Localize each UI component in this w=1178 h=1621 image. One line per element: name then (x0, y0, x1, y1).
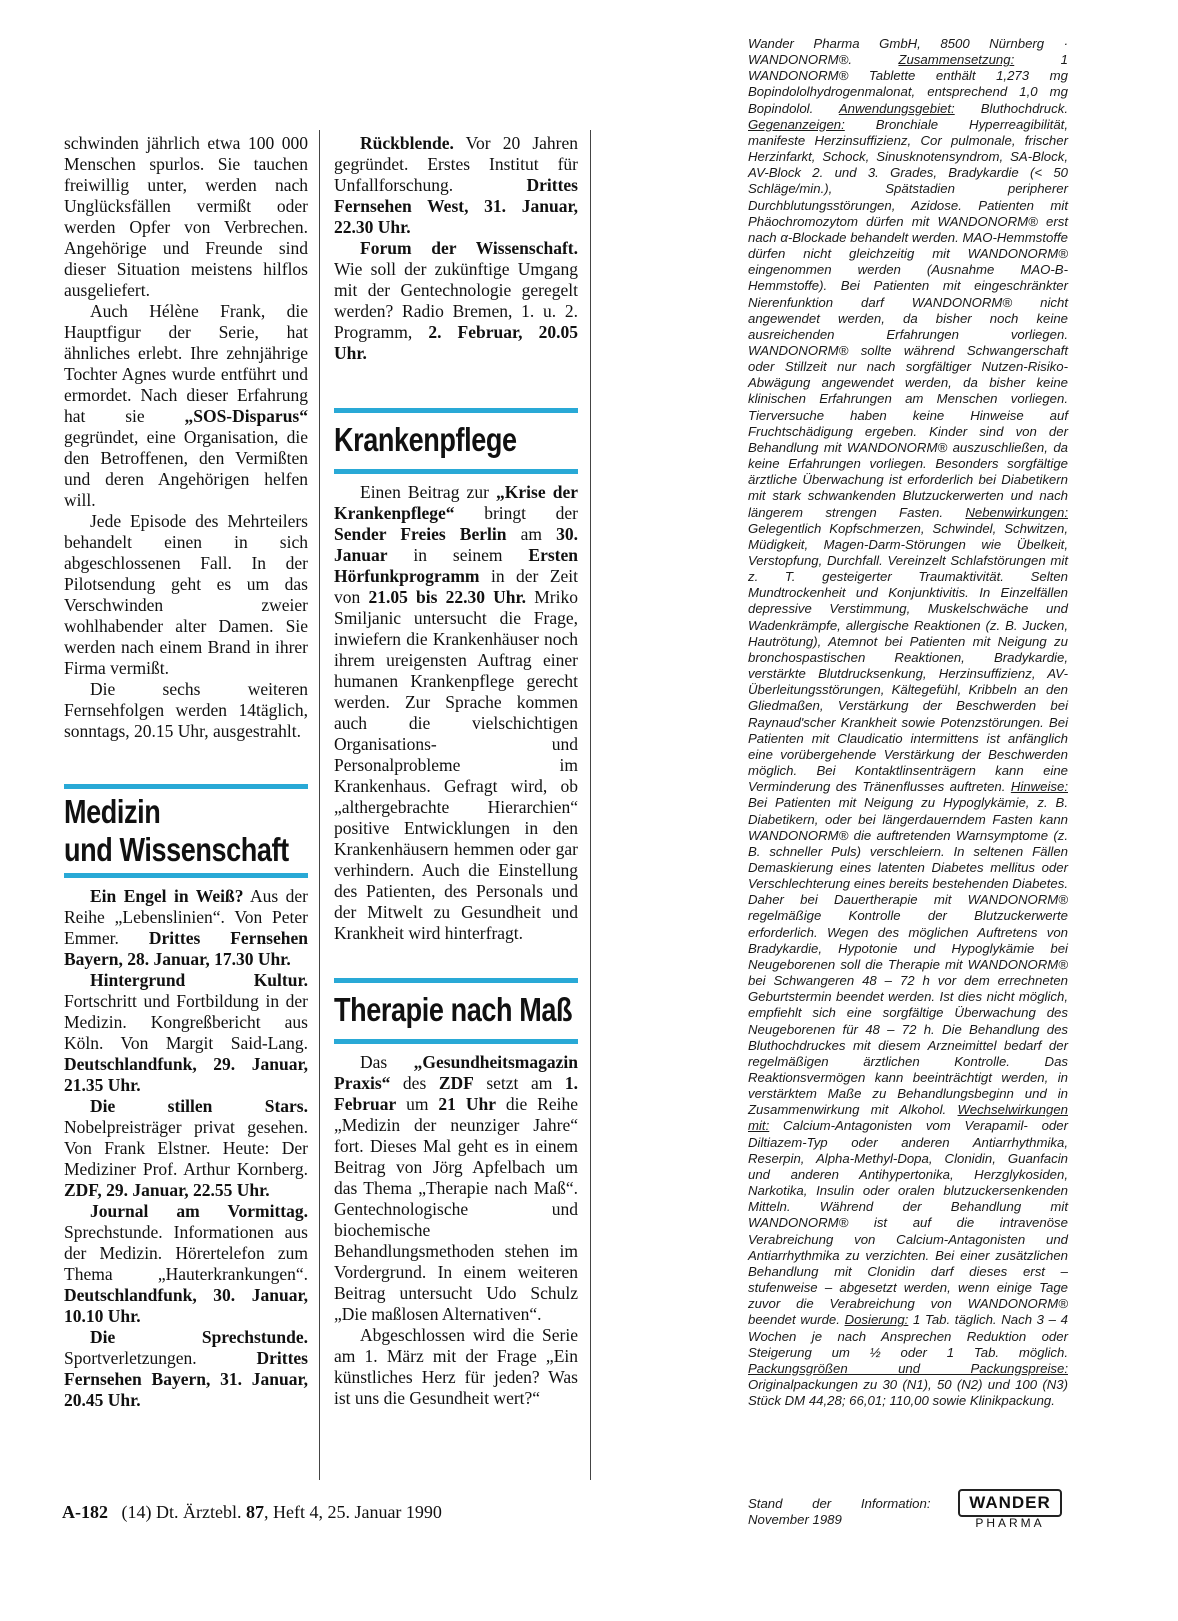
program-item: Ein Engel in Weiß? Aus der Reihe „Lebenslinien“. Von Peter Emmer. Drittes Fernsehen Bayern, 28. Januar, 17.30 Uhr. (64, 886, 309, 969)
paragraph-episode: Jede Episode des Mehrteilers behandelt einen in sich abgeschlossenen Fall. In der Pilotsendung geht es um das Verschwinden zweier wohlhabender alter Damen. Sie werden nach einem Brand in ihrer Firma vermißt. (64, 511, 308, 678)
pflichttext-segment: Bronchiale Hyperreagibilität, manifeste Herzinsuffizienz, Cor pulmonale, frischer Herzinfarkt, Schock, Sinusknotensyndrom, SA-Block, AV-Block 2. und 3. Grades, Bradykardie (< 50 Schläge/min.), Spätstadien peripherer Durchblutungsstörungen, Azidose. Patienten mit Phäochromozytom dürfen mit WANDONORM® erst nach α-Blockade behandelt werden. MAO-Hemmstoffe dürfen nicht gleichzeitig mit WANDONORM® eingenommen werden (Ausnahme MAO-B-Hemmstoffe). Bei Patienten mit eingeschränkter Nierenfunktion darf WANDONORM® nicht angewendet werden, da bisher noch keine ausreichenden Erfahrungen vorliegen. WANDONORM® sollte während Schwangerschaft oder Stillzeit nur nach sorgfältiger Nutzen-Risiko-Abwägung angewendet werden, da bisher keine klinischen Erfahrungen am Menschen vorliegen. Tierversuche haben keine Hinweise auf Fruchtschädigung ergeben. Kinder sind von der Behandlung mit WANDONORM® auszuschließen, da keine Erfahrungen vorliegen. Besonders sorgfältige ärztliche Überwachung ist erforderlich bei Diabetikern mit stark schwankenden Blutzuckerwerten und nach längerem strengen Fasten. (748, 116, 1068, 520)
section-label: Hinweise: (1010, 779, 1068, 795)
pflichttext (748, 36, 1068, 1409)
cyan-rule (334, 978, 578, 983)
heading-krankenpflege: Krankenpflege (334, 421, 517, 458)
cyan-rule (334, 469, 578, 474)
section-label: Nebenwirkungen: (965, 504, 1068, 520)
section-label: Zusammensetzung: (898, 52, 1015, 68)
paragraph-therapie-2: Abgeschlossen wird die Serie am 1. März mit der Frage „Ein künstliches Herz für jeden? Was ist uns die Gesundheit wert?“ (334, 1325, 578, 1408)
section-label: Gegenanzeigen: (748, 116, 845, 132)
heading-therapie: Therapie nach Maß (334, 991, 573, 1028)
program-list (334, 133, 578, 364)
pflichttext-segment: 1 Tab. täglich. Nach 3 – 4 Wochen je nach Ansprechen Reduktion oder Steigerung um ½ oder 1 Tab. möglich. (748, 1312, 1068, 1360)
cyan-rule (334, 408, 578, 413)
paragraph-krankenpflege: Einen Beitrag zur „Krise der Krankenpflege“ bringt der Sender Freies Berlin am 30. Januar in seinem Ersten Hörfunkprogramm in der Zeit von 21.05 bis 22.30 Uhr. Mriko Smiljanic untersucht die Frage, inwiefern die Krankenhäuser noch ihrem ureigensten Auftrag einer humanen Krankenpflege gerecht werden. Zur Sprache kommen auch die vielschichtigen Organisations- und Personalprobleme im Krankenhaus. Gefragt wird, ob „althergebrachte Hierarchien“ positive Entwicklungen in den Krankenhäusern hemmen oder gar verhindern. Auch die Einstellung des Patienten, des Personals und der Mitwelt zu Gesundheit und Krankheit wird hinterfragt. (334, 482, 578, 943)
program-list (64, 886, 308, 1411)
cyan-rule (64, 784, 308, 789)
program-item: Hintergrund Kultur. Fortschritt und Fortbildung in der Medizin. Kongreßbericht aus Köln. Von Margit Said-Lang. Deutschlandfunk, 29. Januar, 21.35 Uhr. (64, 970, 308, 1095)
section-krankenpflege (334, 408, 578, 944)
pflichttext-segment: Originalpackungen zu 30 (N1), 50 (N2) und 100 (N3) Stück DM 44,28; 66,01; 110,00 sowie Klinikpackung. (748, 1376, 1068, 1409)
section-medizin (64, 784, 308, 1411)
section-label: Wechselwirkungen mit: (748, 1102, 1068, 1134)
paragraph-therapie: Das „Gesundheitsmagazin Praxis“ des ZDF setzt am 1. Februar um 21 Uhr die Reihe „Medizin der neunziger Jahre“ fort. Dieses Mal geht es in einem Beitrag von Jörg Apfelbach um das Thema „Therapie nach Maß“. Gentechnologische und biochemische Behandlungsmethoden stehen im Vordergrund. In einem weiteren Beitrag untersucht Udo Schulz „Die maßlosen Alternativen“. (334, 1052, 579, 1324)
column-1 (64, 133, 308, 1411)
section-label: Anwendungsgebiet: (838, 100, 955, 116)
section-label: Packungsgrößen und Packungspreise: (748, 1360, 1068, 1376)
pflichttext-segment: 1 WANDONORM® Tablette enthält 1,273 mg Bopindololhydrogenmalonat, entsprechend 1,0 mg Bopindolol. (748, 52, 1068, 116)
cyan-rule (334, 1039, 578, 1044)
section-therapie (334, 978, 578, 1409)
program-item: Die Sprechstunde. Sportverletzungen. Drittes Fernsehen Bayern, 31. Januar, 20.45 Uhr. (64, 1327, 308, 1410)
page-number: A-182 (62, 1502, 108, 1522)
wander-pharma-logo: WANDER PHARMA (958, 1489, 1062, 1531)
column-2 (334, 133, 578, 1409)
pflichttext-segment: Wander Pharma GmbH, 8500 Nürnberg · WANDONORM®. (748, 36, 1068, 68)
program-item: Forum der Wissenschaft. Wie soll der zukünftige Umgang mit der Gentechnologie geregelt werden? Radio Bremen, 1. u. 2. Programm, 2. Februar, 20.05 Uhr. (334, 238, 578, 363)
stand-information (748, 1496, 948, 1528)
column-divider (319, 130, 320, 1480)
page-footer: A-182 (14) Dt. Ärztebl. 87, Heft 4, 25. Januar 1990 (62, 1502, 442, 1522)
pflichttext-segment: Calcium-Antagonisten vom Verapamil- oder Diltiazem-Typ oder anderen Antiarrhythmika, Reserpin, Alpha-Methyl-Dopa, Clonidin, Guanfacin und anderen Antihypertonika, Herzglykosiden, Narkotika, Insulin oder oralen blutzuckersenkenden Mitteln. Während der Behandlung mit WANDONORM® ist auf die intravenöse Verabreichung von Calcium-Antagonisten und Antiarrhythmika zu verzichten. Bei einer zusätzlichen Behandlung mit Clonidin darf dieses erst – stufenweise – abgesetzt werden, wenn einige Tage zuvor die Verabreichung von WANDONORM® beendet wurde. (748, 1118, 1068, 1328)
section-label: Dosierung: (844, 1312, 909, 1328)
program-item: Journal am Vormittag. Sprechstunde. Informationen aus der Medizin. Hörertelefon zum Thema „Hauterkrankungen“. Deutschlandfunk, 30. Januar, 10.10 Uhr. (64, 1201, 308, 1326)
program-item: Rückblende. Vor 20 Jahren gegründet. Erstes Institut für Unfallforschung. Drittes Fernsehen West, 31. Januar, 22.30 Uhr. (334, 133, 578, 237)
pflichttext-segment: Bei Patienten mit Neigung zu Hypoglykämie, z. B. Diabetikern, oder bei längerdauerndem Fasten kann WANDONORM® die auftretenden Warnsymptome (z. B. schneller Puls) verschleiern. In seltenen Fällen Demaskierung eines latenten Diabetes mellitus oder Verschlechterung eines bereits bestehenden Diabetes. Daher bei Dauertherapie mit WANDONORM® regelmäßige Kontrolle der Blutzuckerwerte erforderlich. Wegen des möglichen Auftretens von Bradykardie, Hypotonie und Hypoglykämie bei Neugeborenen soll die Therapie mit WANDONORM® bei Schwangeren 48 – 72 h vor dem errechneten Geburtstermin beendet werden. Ist dies nicht möglich, empfiehlt sich eine sorgfältige Überwachung des Neugeborenen für 48 – 72 h. Die Behandlung des Bluthochdruckes mit diesem Arzneimittel bedarf der regelmäßigen ärztlichen Kontrolle. Das Reaktionsvermögen kann beeinträchtigt werden, in verstärktem Maße zu Behandlungsbeginn und in Zusammenwirkung mit Alkohol. (748, 795, 1068, 1118)
column-divider (590, 130, 591, 1480)
cyan-rule (64, 873, 308, 878)
paragraph-intro: schwinden jährlich etwa 100 000 Menschen spurlos. Sie tauchen freiwillig unter, werden nach Unglücksfällen vermißt oder werden Opfer von Verbrechen. Angehörige und Freunde sind dieser Situation meistens hilflos ausgeliefert. (64, 133, 308, 300)
pflichttext-segment: Gelegentlich Kopfschmerzen, Schwindel, Schwitzen, Müdigkeit, Magen-Darm-Störungen wie Übelkeit, Verstopfung, Durchfall. Vereinzelt Schlafstörungen mit z. T. gesteigerter Traumaktivität. Selten Mundtrockenheit und Konjunktivitis. In Einzelfällen depressive Verstimmung, Muskelschwäche und Wadenkrämpfe, allergische Reaktionen (z. B. Jucken, Hautrötung), Atemnot bei Patienten mit Neigung zu bronchospastischen Reaktionen, Bradykardie, verstärkte Blutdrucksenkung, Herzinsuffizienz, AV-Überleitungsstörungen, Kältegefühl, Kribbeln an den Gliedmaßen, Verstärkung der Beschwerden bei Raynaud'scher Krankheit sowie Potenzstörungen. Bei Patienten mit Claudicatio intermittens ist anfänglich eine vorübergehende Verstärkung der Beschwerden möglich. Bei Kontaktlinsenträgern kann eine Verminderung des Tränenflusses auftreten. (748, 520, 1068, 795)
paragraph-schedule: Die sechs weiteren Fernsehfolgen werden 14täglich, sonntags, 20.15 Uhr, ausgestrahlt. (64, 679, 308, 741)
stand-date: November 1989 (748, 1512, 842, 1528)
heading-medizin: Medizin und Wissenschaft (64, 793, 289, 868)
paragraph-helene: Auch Hélène Frank, die Hauptfigur der Serie, hat ähnliches erlebt. Ihre zehnjährige Tochter Agnes wurde entführt und ermordet. Nach dieser Erfahrung hat sie „SOS-Disparus“ gegründet, eine Organisation, die den Betroffenen, den Vermißten und deren Angehörigen helfen will. (64, 301, 308, 510)
pflichttext-segment: Bluthochdruck. (954, 100, 1068, 116)
program-item: Die stillen Stars. Nobelpreisträger privat gesehen. Von Frank Elstner. Heute: Der Mediziner Prof. Arthur Kornberg. ZDF, 29. Januar, 22.55 Uhr. (64, 1096, 308, 1200)
stand-label: Stand der Information: (748, 1496, 931, 1511)
